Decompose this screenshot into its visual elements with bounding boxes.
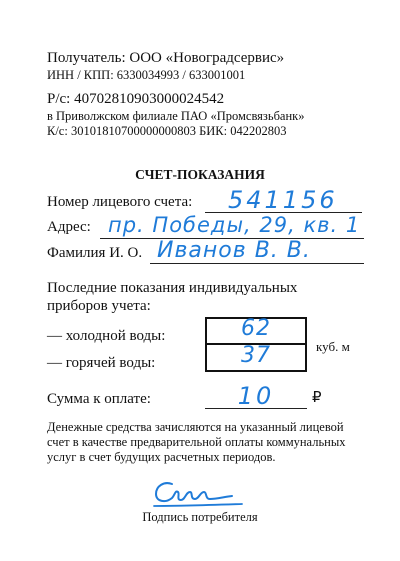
account-label: Номер лицевого счета: (47, 194, 193, 210)
readings-heading-line2: приборов учета: (47, 298, 151, 314)
recipient-inn: ИНН / КПП: 6330034993 / 633001001 (47, 68, 246, 82)
payment-underline (205, 408, 307, 409)
address-value: пр. Победы, 29, кв. 1 (108, 213, 361, 237)
name-value: Иванов В. В. (157, 238, 311, 263)
address-label: Адрес: (47, 219, 91, 235)
hot-water-label: — горячей воды: (47, 355, 156, 371)
readings-unit: куб. м (316, 339, 350, 354)
account-value: 541156 (228, 186, 338, 214)
note-line1: Денежные средства зачисляются на указанный лицевой (47, 420, 344, 434)
currency-symbol: ₽ (312, 388, 322, 406)
hot-water-value: 37 (241, 343, 271, 368)
recipient-corr-account: К/с: 30101810700000000803 БИК: 042202803 (47, 124, 287, 138)
note-line2: счет в качестве предварительной оплаты коммунальных (47, 435, 346, 449)
payment-label: Сумма к оплате: (47, 391, 151, 407)
readings-heading-line1: Последние показания индивидуальных (47, 280, 298, 296)
signature-image (150, 478, 260, 510)
document-title: СЧЕТ-ПОКАЗАНИЯ (135, 167, 265, 182)
cold-water-label: — холодной воды: (47, 328, 166, 344)
recipient-bank: в Приволжском филиале ПАО «Промсвязьбанк» (47, 109, 305, 123)
name-label: Фамилия И. О. (47, 245, 143, 261)
recipient-account: Р/с: 40702810903000024542 (47, 91, 225, 107)
signature-caption: Подпись потребителя (142, 510, 258, 524)
name-underline (150, 263, 364, 264)
recipient-name: Получатель: ООО «Новоградсервис» (47, 50, 285, 66)
cold-water-value: 62 (241, 316, 271, 341)
note-line3: услуг в счет будущих расчетных периодов. (47, 450, 276, 464)
payment-value: 10 (237, 382, 275, 410)
